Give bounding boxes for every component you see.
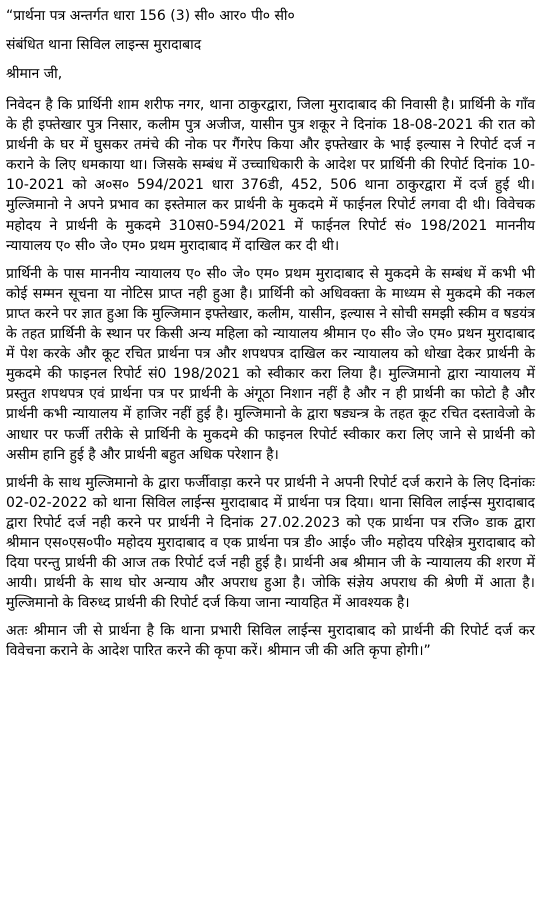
salutation: श्रीमान जी,	[6, 66, 63, 82]
document-heading: “प्रार्थना पत्र अन्तर्गत धारा 156 (3) सी० आर० पी० सी०	[6, 8, 295, 24]
paragraph-complaint: प्रार्थनी के साथ मुल्जिमानो के द्वारा फर्जीवाड़ा करने पर प्रार्थनी ने अपनी रिपोर्ट दर्ज कराने के लिए दिनांकः 02-02-2022 को थाना सिविल लाईन्स मुरादाबाद में प्रार्थना पत्र दिया। थाना सिविल लाईन्स मुरादाबाद द्वारा रिपोर्ट दर्ज नही करने पर प्रार्थनी ने दिनांक 27.02.2023 को एक प्रार्थना पत्र रजि० डाक द्वारा श्रीमान एस०एस०पी० महोदय मुरादाबाद व एक प्रार्थना पत्र डी० आई० जी० महोदय परिक्षेत्र मुरादाबाद को दिया परन्तु प्रार्थनी की आज तक रिपोर्ट दर्ज नही हुई है। प्रार्थनी अब श्रीमान जी के न्यायालय की शरण में आयी। प्रार्थनी के साथ घोर अन्याय और अपराध हुआ है। जोकि संज्ञेय अपराध की श्रेणी में आता है। मुल्जिमानो के विरुध्द प्रार्थनी की रिपोर्ट दर्ज किया जाना न्यायहित में आवश्यक है।	[6, 474, 535, 612]
paragraph-fraud: प्रार्थिनी के पास माननीय न्यायालय ए० सी० जे० एम० प्रथम मुरादाबाद से मुकदमे के सम्बंध में कभी भी कोई सम्मन सूचना या नोटिस प्राप्त नही हुआ है। प्रार्थिनी को अधिवक्ता के माध्यम से मुकदमे की नकल प्राप्त करने पर ज्ञात हुआ कि मुल्जिमान इफ्तेखार, कलीम, यासीन, इल्यास ने सोची समझी स्कीम व षडयंत्र के तहत प्रार्थिनी के स्थान पर किसी अन्य महिला को न्यायालय श्रीमान ए० सी० जे० एम० प्रथन मुरादाबाद में पेश करके और कूट रचित प्रार्थना पत्र और शपथपत्र दाखिल कर न्यायालय को धोखा देकर प्रार्थनी के मुकदमे की फाइनल रिपोर्ट सं0 198/2021 को स्वीकार करा लिया है। मुल्जिमानो द्वारा न्यायालय में प्रस्तुत शपथपत्र एवं प्रार्थना पत्र पर प्रार्थनी के अंगूठा निशान नहीं है और न ही प्रार्थनी का फोटो है और प्रार्थनी कभी न्यायालय में हाजिर नहीं हुई है। मुल्जिमानो के द्वारा षड्यन्त्र के तहत कूट रचित दस्तावेजो के आधार पर फर्जी तरीके से प्रार्थिनी के मुकदमे की फाइनल रिपोर्ट स्वीकार करा लिए जाने से प्रार्थनी को असीम हानि हुई है और प्रार्थनी बहुत अधिक परेशान है।	[6, 265, 535, 463]
paragraph-incident: निवेदन है कि प्रार्थिनी शाम शरीफ नगर, थाना ठाकुरद्वारा, जिला मुरादाबाद की निवासी है। प्रार्थिनी के गाँव के ही इफ्तेखार पुत्र निसार, कलीम पुत्र अजीज, यासीन पुत्र शकूर ने दिनांक 18-08-2021 की रात को प्रार्थनी के घर में घुसकर तमंचे की नोक पर गैंगरेप किया और इफ्तेखार के भाई इल्यास ने रिपोर्ट दर्ज न कराने के लिए धमकाया था। जिसके सम्बंध में उच्चाधिकारी के आदेश पर प्रार्थिनी की रिपोर्ट दिनांक 10-10-2021 को अ०स० 594/2021 धारा 376डी, 452, 506 थाना ठाकुरद्वारा में दर्ज हुई थी। मुल्जिमानो ने अपने प्रभाव का इस्तेमाल कर प्रार्थनी के मुकदमे में फाईनल रिपोर्ट लगवा दी थी। विवेचक महोदय ने प्रार्थनी के मुकदमे 310स0-594/2021 में फाईनल रिपोर्ट सं० 198/2021 माननीय न्यायालय ए० सी० जे० एम० प्रथम मुरादाबाद में दाखिल कर दी थी।	[6, 97, 535, 254]
document-subject: संबंधित थाना सिविल लाइन्स मुरादाबाद	[6, 37, 202, 53]
paragraph-request: अतः श्रीमान जी से प्रार्थना है कि थाना प्रभारी सिविल लाईन्स मुरादाबाद को प्रार्थनी की रिपोर्ट दर्ज कर विवेचना कराने के आदेश पारित करने की कृपा करें। श्रीमान जी की अति कृपा होगी।”	[6, 623, 535, 660]
